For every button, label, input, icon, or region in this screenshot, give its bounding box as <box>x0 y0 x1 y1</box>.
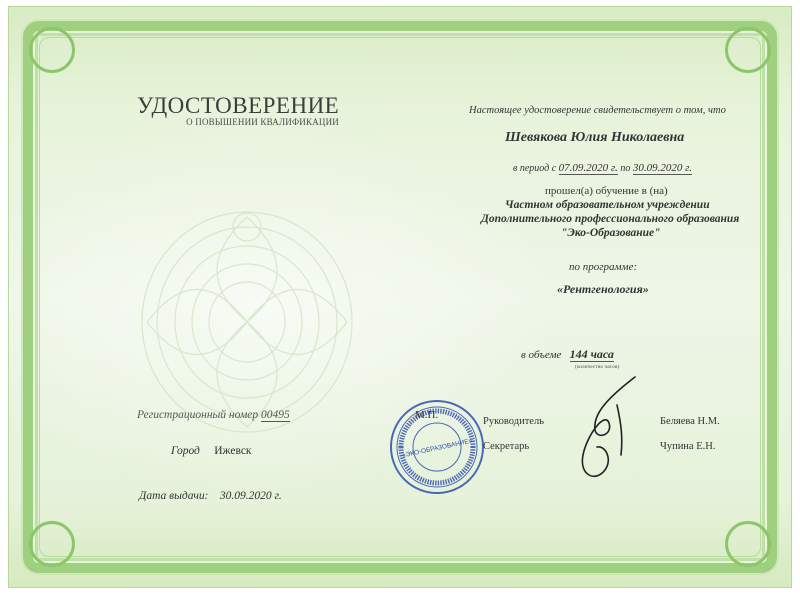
secretary-label: Секретарь <box>483 441 530 452</box>
volume-prefix: в объеме <box>521 349 562 361</box>
corner-ornament-bl <box>29 521 75 567</box>
city-value: Ижевск <box>214 445 252 457</box>
certificate <box>8 6 792 588</box>
secretary-name: Чупина Е.Н. <box>660 441 716 452</box>
org-line-2: Дополнительного профессионального образования <box>481 213 740 225</box>
program-label: по программе: <box>569 261 638 273</box>
volume-line <box>521 347 614 362</box>
head-label: Руководитель <box>483 416 544 427</box>
issue-date: 30.09.2020 г. <box>219 490 282 502</box>
corner-ornament-tr <box>725 27 771 73</box>
registration-line <box>137 409 290 421</box>
volume-caption: (количество часов) <box>575 364 620 370</box>
statement-text: Настоящее удостоверение свидетельствует о том, что <box>469 105 726 116</box>
city-line <box>171 445 252 457</box>
person-name: Шевякова Юлия Николаевна <box>505 130 685 145</box>
document-subtitle: О ПОВЫШЕНИИ КВАЛИФИКАЦИИ <box>186 117 339 127</box>
date-from: 07.09.2020 г. <box>558 162 618 174</box>
org-line-3: "Эко-Образование" <box>561 227 661 239</box>
program-name: «Рентгенология» <box>557 282 649 296</box>
period-prefix: в период с <box>513 163 557 174</box>
stamp-center-text: «ЭКО-ОБРАЗОВАНИЕ» <box>401 437 473 460</box>
issue-line <box>139 490 282 502</box>
mp-label: М.П. <box>415 409 439 421</box>
document-title: УДОСТОВЕРЕНИЕ <box>137 93 340 118</box>
passed-training: прошел(а) обучение в (на) <box>545 185 668 197</box>
volume-value: 144 часа <box>569 347 614 361</box>
reg-label: Регистрационный номер <box>137 409 259 421</box>
corner-ornament-tl <box>29 27 75 73</box>
period-line <box>513 162 692 174</box>
reg-number: 00495 <box>261 409 290 421</box>
period-mid: по <box>620 163 631 174</box>
org-line-1: Частном образовательном учреждении <box>505 199 710 211</box>
head-name: Беляева Н.М. <box>660 416 720 427</box>
city-label: Город <box>171 445 200 457</box>
date-to: 30.09.2020 г. <box>632 162 692 174</box>
signature-icon <box>565 375 655 485</box>
issue-label: Дата выдачи: <box>139 490 209 502</box>
corner-ornament-br <box>725 521 771 567</box>
